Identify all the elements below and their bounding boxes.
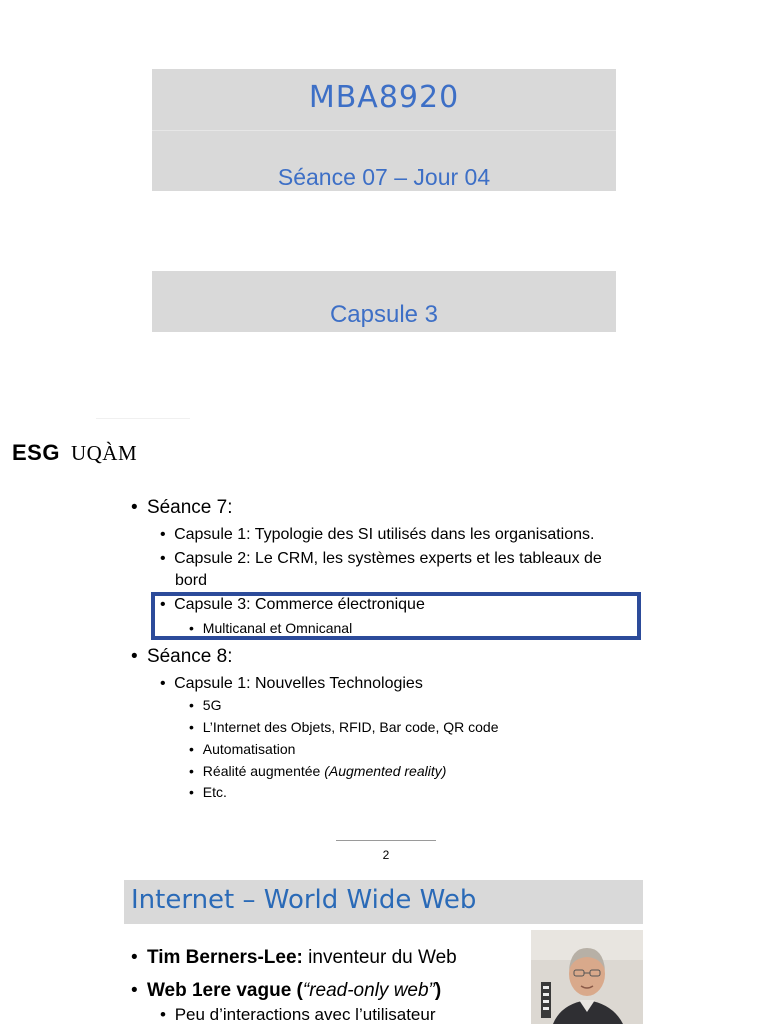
bullet-icon: • [160,526,166,543]
capsule-label: Capsule 3 [329,301,439,328]
page-number: 2 [382,848,390,862]
list-item [131,947,457,969]
list-item [160,526,594,544]
list-item-text: Automatisation [202,741,296,757]
list-item [160,1005,436,1025]
list-item-text: Multicanal et Omnicanal [202,620,353,636]
list-item-text: Séance 8: [146,646,233,667]
list-item-text: Réalité augmentée [202,763,321,779]
list-item-text: Capsule 2: Le CRM, les systèmes experts et les tableaux de [174,550,602,567]
list-item [160,550,602,568]
list-item-text: Capsule 1: Nouvelles Technologies [174,675,423,692]
logo-uqam: UQÀM [70,441,138,465]
bullet-icon: • [131,646,138,667]
bullet-icon: • [160,675,166,692]
bullet-icon: • [131,947,138,968]
page-footer-rule [336,840,436,841]
list-item [189,784,227,800]
list-item-text: Séance 7: [146,497,233,518]
bullet-icon: • [131,980,138,1001]
list-item [131,497,233,519]
current-capsule-highlight [151,592,641,640]
list-item-text: Capsule 1: Typologie des SI utilisés dans les organisations. [174,526,595,543]
list-item-bold: Web 1ere vague ( [146,980,303,1001]
bullet-icon: • [189,697,194,713]
slide3-title: Internet – World Wide Web [131,885,477,915]
list-item-bold: Tim Berners-Lee: [146,947,303,968]
bullet-icon: • [189,741,194,757]
list-item-italic-suffix: (Augmented reality) [324,763,447,779]
list-item-text: bord [175,572,208,589]
logo-divider [96,418,190,419]
bullet-icon: • [189,784,194,800]
list-item [160,675,423,693]
list-item-text: inventeur du Web [302,947,457,968]
bullet-icon: • [160,550,166,567]
person-portrait-icon [531,930,643,1024]
title-box-divider [152,130,616,131]
bullet-icon: • [160,596,166,613]
list-item-text: Etc. [202,784,227,800]
session-label: Séance 07 – Jour 04 [277,164,491,190]
bullet-icon: • [189,763,194,779]
list-item-text: Peu d’interactions avec l’utilisateur [174,1005,436,1024]
list-item-continuation [175,572,207,590]
portrait-photo [531,930,643,1024]
list-item [131,980,441,1002]
bullet-icon: • [160,1005,166,1024]
list-item [189,719,499,735]
list-item [131,646,233,668]
list-item [189,697,221,713]
list-item-text: Capsule 3: Commerce électronique [174,596,425,613]
list-item-bold-end: ) [434,980,442,1001]
bullet-icon: • [189,620,194,636]
esg-uqam-logo [12,440,137,466]
bullet-icon: • [189,719,194,735]
list-item-text: 5G [202,697,222,713]
list-item [189,741,295,757]
bullet-icon: • [131,497,138,518]
logo-esg: ESG [12,440,60,465]
course-code: MBA8920 [308,80,460,115]
list-item-text: L’Internet des Objets, RFID, Bar code, QR code [202,719,499,735]
list-item [189,763,446,779]
list-item-italic: “read-only web” [302,980,435,1001]
